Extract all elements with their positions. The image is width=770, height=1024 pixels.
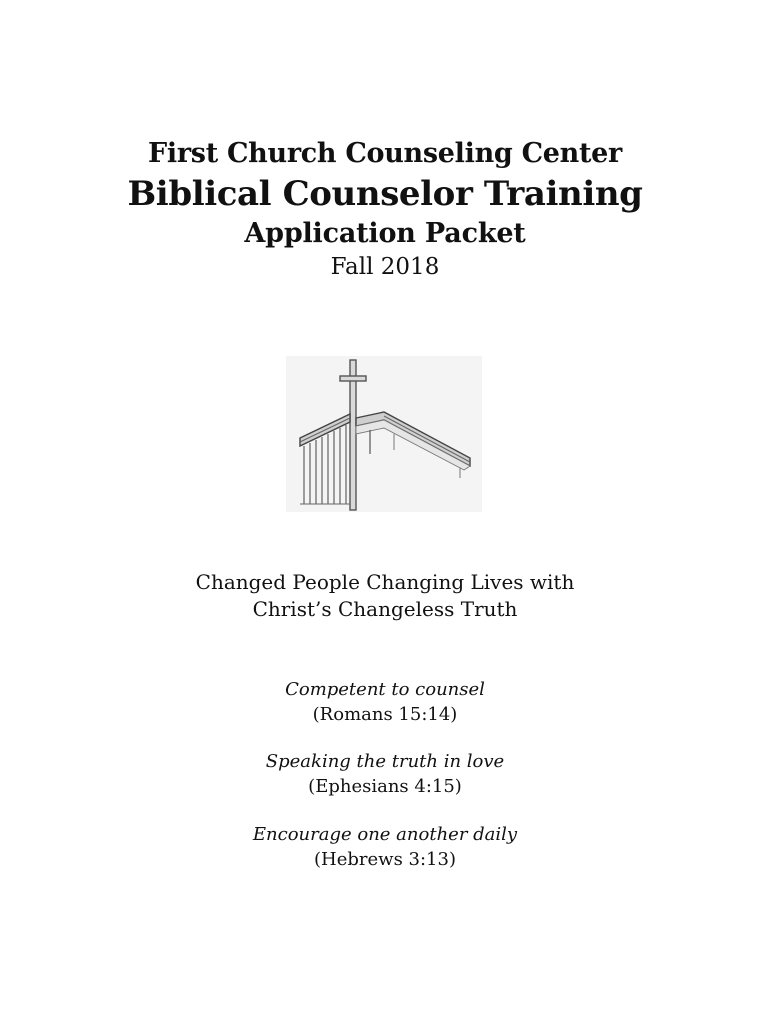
tagline-line-1: Changed People Changing Lives with (195, 570, 575, 594)
program-title: Biblical Counselor Training (127, 174, 643, 214)
verse-reference: (Romans 15:14) (312, 704, 458, 725)
verse-text: Encourage one another daily (252, 824, 518, 845)
verse-reference: (Ephesians 4:15) (308, 776, 462, 797)
church-cross-building-icon (284, 354, 484, 514)
organization-name: First Church Counseling Center (148, 138, 622, 169)
tagline-line-2: Christ’s Changeless Truth (252, 597, 518, 621)
document-title: Application Packet (244, 218, 526, 249)
verse-reference: (Hebrews 3:13) (314, 849, 456, 870)
verse-text: Speaking the truth in love (265, 751, 505, 772)
term-label: Fall 2018 (330, 254, 440, 280)
verse-text: Competent to counsel (285, 679, 485, 700)
